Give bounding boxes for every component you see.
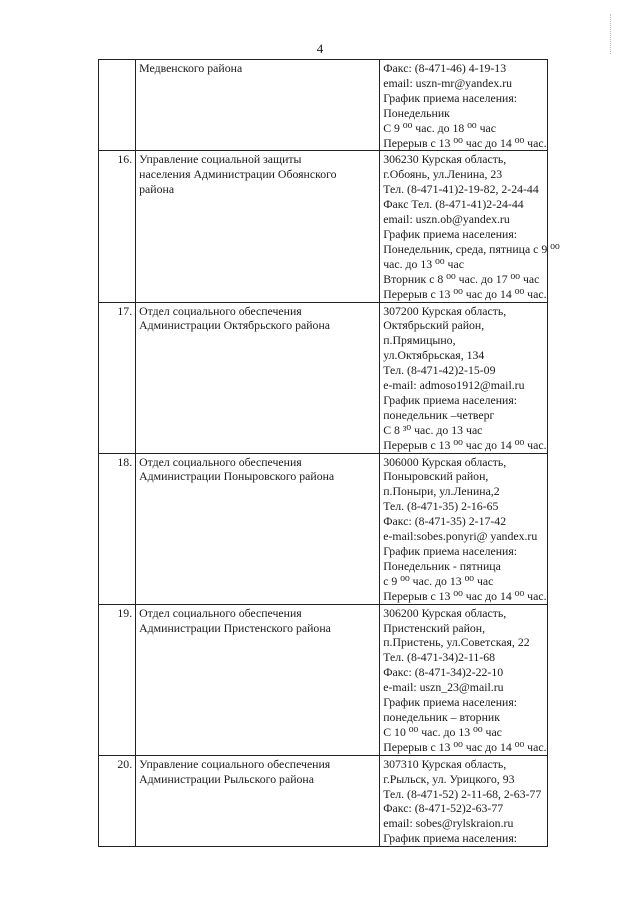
row-number: 17. [99,302,136,453]
table-row [99,755,548,846]
contact-line: email: sobes@rylskraion.ru [383,816,514,831]
organization-name [136,151,380,302]
contact-line: e-mail: admoso1912@mail.ru [383,378,525,393]
contact-details [380,60,548,151]
organization-line: Администрации Рыльского района [139,771,314,786]
table-row [99,60,548,151]
contact-line: Понедельник - пятница [383,558,501,573]
contact-line: п.Пристень, ул.Советская, 22 [383,635,530,650]
page-number: 4 [316,41,324,56]
organization-line: Отдел социального обеспечения [139,605,302,620]
social-services-table [98,59,560,847]
organization-line: населения Администрации Обоянского [139,167,337,182]
contact-line: Факс Тел. (8-471-41)2-24-44 [383,197,524,212]
contact-line: e-mail:sobes.ponyri@ yandex.ru [383,529,538,544]
table-row [99,302,548,453]
organization-line: Управление социальной защиты [139,152,302,167]
contact-line: Факс: (8-471-46) 4-19-13 [383,61,507,75]
contact-line: ул.Октябрьская, 134 [383,348,485,363]
row-number: 16. [99,151,136,302]
contact-line: 307200 Курская область, [383,303,507,318]
organization-name [136,302,380,453]
organization-line: Администрации Пристенского района [139,620,331,635]
contact-line: Тел. (8-471-41)2-19-82, 2-24-44 [383,182,539,197]
contact-line: Факс: (8-471-34)2-22-10 [383,665,504,680]
contact-line: Вторник с 8 ⁰⁰ час. до 17 ⁰⁰ час [383,271,540,286]
contact-line: 306200 Курская область, [383,605,507,620]
contact-line: График приема населения: [383,695,518,710]
contact-line: Перерыв с 13 ⁰⁰ час до 14 ⁰⁰ час. [383,135,547,150]
contact-line: Тел. (8-471-34)2-11-68 [383,650,496,665]
contact-line: email: uszn.ob@yandex.ru [383,212,510,227]
contact-line: п.Поныри, ул.Ленина,2 [383,484,500,499]
table-row [99,604,548,755]
contact-line: г.Обоянь, ул.Ленина, 23 [383,167,503,182]
contact-details [380,302,548,453]
contact-line: Октябрьский район, [383,318,485,333]
contact-line: e-mail: uszn_23@mail.ru [383,680,504,695]
contact-line: С 9 ⁰⁰ час. до 18 ⁰⁰ час [383,120,497,135]
contact-line: 306000 Курская область, [383,454,507,469]
contact-line: час. до 13 ⁰⁰ час [383,256,464,271]
contact-line: Перерыв с 13 ⁰⁰ час до 14 ⁰⁰ час. [383,739,547,754]
organization-line: Отдел социального обеспечения [139,303,302,318]
contact-line: 306230 Курская область, [383,152,507,167]
row-number: 20. [99,755,136,846]
table-row [99,453,548,604]
organization-line: Отдел социального обеспечения [139,454,302,469]
contact-details [380,151,560,302]
contact-line: График приема населения: [383,90,518,105]
row-number: 18. [99,453,136,604]
contact-line: График приема населения: [383,392,518,407]
organization-line: Администрации Поныровского района [139,469,335,484]
contact-line: Перерыв с 13 ⁰⁰ час до 14 ⁰⁰ час. [383,286,547,301]
contact-details [380,453,548,604]
organization-name [136,755,380,846]
contact-line: Поныровский район, [383,469,489,484]
contact-line: Тел. (8-471-42)2-15-09 [383,363,496,378]
organization-line: района [139,182,175,197]
contact-line: График приема населения: [383,831,518,846]
contact-details [380,755,548,846]
contact-line: Тел. (8-471-35) 2-16-65 [383,499,499,514]
organization-line: Управление социального обеспечения [139,756,331,771]
organization-line: Администрации Октябрьского района [139,318,330,333]
contact-line: Факс: (8-471-52)2-63-77 [383,801,504,816]
contact-line: Понедельник [383,105,450,120]
contact-line: г.Рыльск, ул. Урицкого, 93 [383,771,515,786]
contact-line: График приема населения: [383,226,518,241]
table-row [99,151,548,302]
contact-line: понедельник – вторник [383,709,500,724]
contact-line: 307310 Курская область, [383,756,507,771]
organization-name [136,453,380,604]
contact-line: Перерыв с 13 ⁰⁰ час до 14 ⁰⁰ час. [383,437,547,452]
contact-line: понедельник –четверг [383,407,495,422]
organization-name [136,604,380,755]
row-number [99,60,136,151]
contact-line: email: uszn-mr@yandex.ru [383,75,513,90]
organization-name [136,60,380,151]
contact-line: Перерыв с 13 ⁰⁰ час до 14 ⁰⁰ час. [383,588,547,603]
contact-line: С 8 ³⁰ час. до 13 час [383,422,483,437]
contact-line: Факс: (8-471-35) 2-17-42 [383,514,507,529]
contact-line: с 9 ⁰⁰ час. до 13 ⁰⁰ час [383,573,494,588]
contact-line: Тел. (8-471-52) 2-11-68, 2-63-77 [383,786,542,801]
contact-line: График приема населения: [383,544,518,558]
contact-line: п.Прямицыно, [383,333,456,348]
contact-line: С 10 ⁰⁰ час. до 13 ⁰⁰ час [383,724,502,739]
contact-line: Пристенский район, [383,620,486,635]
contact-details [380,604,548,755]
organization-line: Медвенского района [139,61,243,75]
contact-line: Понедельник, среда, пятница с 9 ⁰⁰ [383,241,560,256]
row-number: 19. [99,604,136,755]
